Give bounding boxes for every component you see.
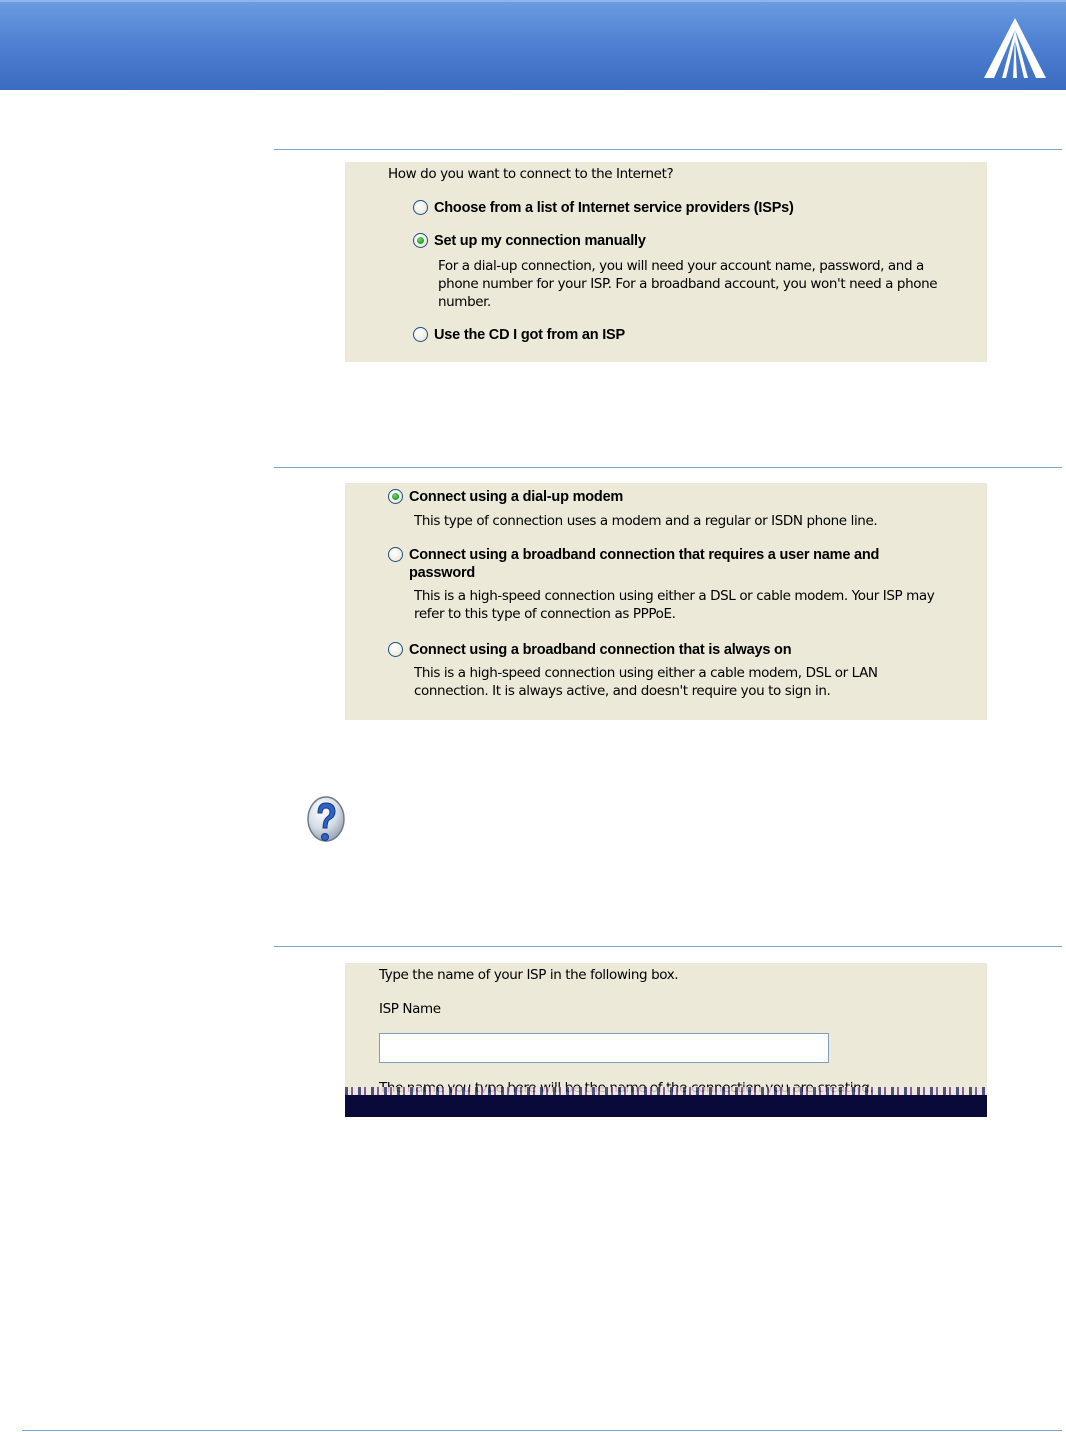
option-broadband-always-on[interactable] xyxy=(388,641,791,659)
option-description: For a dial-up connection, you will need your account name, password, and a phone number for your ISP. For a broadband account, you won't need a phone number. xyxy=(438,258,938,310)
radio-dialup-modem[interactable] xyxy=(388,489,403,504)
footer-divider xyxy=(22,1430,1062,1431)
isp-name-panel xyxy=(345,963,987,1117)
option-choose-isp-list[interactable] xyxy=(413,199,794,217)
isp-name-input[interactable] xyxy=(379,1033,829,1063)
option-broadband-login[interactable] xyxy=(388,546,879,582)
isp-name-label: ISP Name xyxy=(379,1001,441,1017)
isp-prompt: Type the name of your ISP in the following box. xyxy=(379,967,679,983)
radio-broadband-always-on[interactable] xyxy=(388,642,403,657)
question-mark-icon xyxy=(305,795,347,849)
option-label: Connect using a broadband connection that is always on xyxy=(409,642,792,658)
connection-type-panel xyxy=(345,483,987,720)
option-setup-manually[interactable] xyxy=(413,232,646,250)
option-label: Connect using a dial-up modem xyxy=(409,489,624,505)
section-divider xyxy=(274,149,1062,150)
section-divider xyxy=(274,467,1062,468)
option-description: This is a high-speed connection using either a cable modem, DSL or LAN connection. It is always active, and doesn't require you to sign in. xyxy=(414,665,878,699)
option-description: This type of connection uses a modem and a regular or ISDN phone line. xyxy=(414,513,878,529)
radio-setup-manually[interactable] xyxy=(413,233,428,248)
radio-broadband-login[interactable] xyxy=(388,547,403,562)
render-artifact-bar xyxy=(345,1095,987,1117)
page-header xyxy=(0,0,1066,90)
option-label: Use the CD I got from an ISP xyxy=(434,327,625,343)
radio-choose-isp-list[interactable] xyxy=(413,200,428,215)
option-label: Set up my connection manually xyxy=(434,233,646,249)
section-divider xyxy=(274,946,1062,947)
radio-use-isp-cd[interactable] xyxy=(413,327,428,342)
option-dialup-modem[interactable] xyxy=(388,488,623,506)
option-use-isp-cd[interactable] xyxy=(413,326,625,344)
connection-method-panel xyxy=(345,162,987,362)
company-logo-icon xyxy=(980,16,1050,80)
option-label: Connect using a broadband connection that requires a user name and password xyxy=(409,547,880,581)
connection-prompt: How do you want to connect to the Internet? xyxy=(388,166,674,182)
option-label: Choose from a list of Internet service providers (ISPs) xyxy=(434,200,794,216)
option-description: This is a high-speed connection using either a DSL or cable modem. Your ISP may refer to this type of connection as PPPoE. xyxy=(414,588,935,622)
